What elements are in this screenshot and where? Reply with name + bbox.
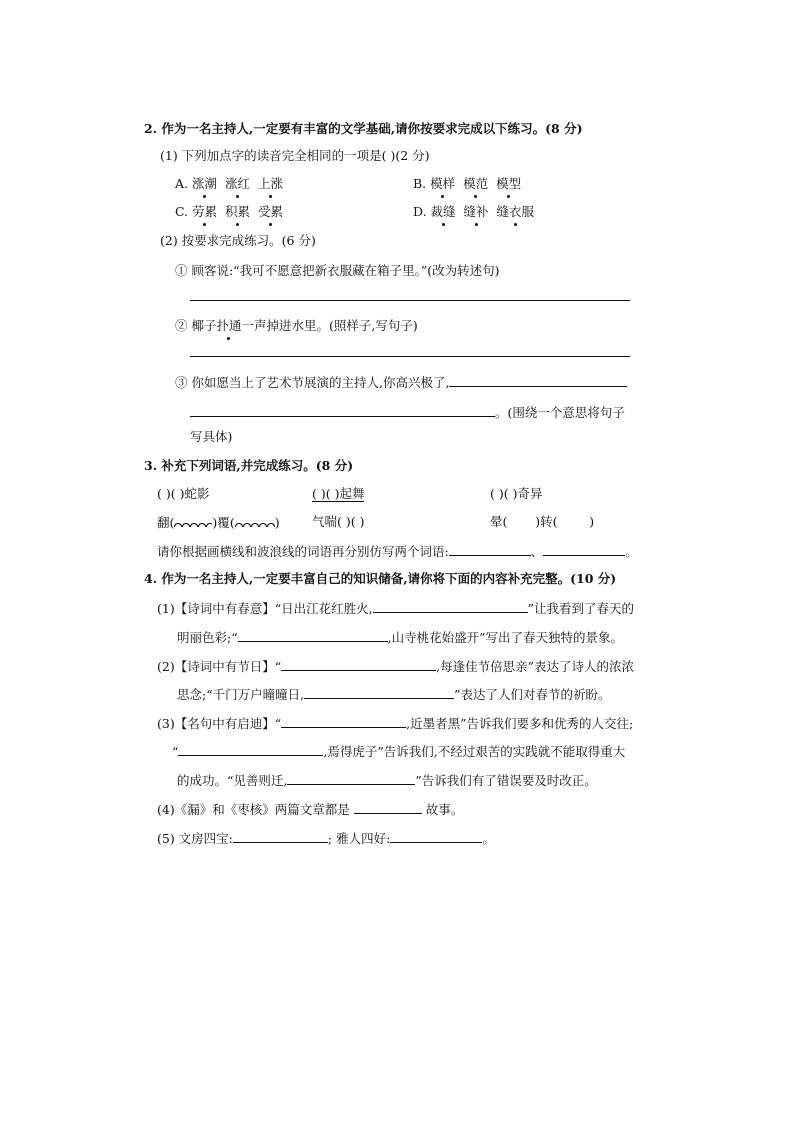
option-word: 涨潮 <box>192 176 218 191</box>
text: ”表达了人们对春节的祈盼。 <box>454 687 611 702</box>
answer-line[interactable] <box>390 828 482 843</box>
text: 翻 <box>157 515 170 530</box>
q2-option-a[interactable] <box>175 175 283 193</box>
option-word: 受累 <box>258 204 284 219</box>
option-word: 缝补 <box>463 204 489 219</box>
answer-line[interactable] <box>354 799 422 814</box>
answer-line-item2[interactable] <box>190 342 630 356</box>
idiom-blank-2[interactable] <box>312 485 364 503</box>
answer-line[interactable] <box>178 741 323 756</box>
text: ,山寺桃花始盛开”写出了春天独特的景象。 <box>387 630 623 645</box>
text: ; 雅人四好: <box>327 831 391 846</box>
idiom-blank-3[interactable]: ( )( )奇异 <box>490 486 543 501</box>
text: (5) 文房四宝: <box>157 831 233 846</box>
text: 的成功。“见善则迁, <box>177 773 288 788</box>
option-word: 涨红 <box>224 176 250 191</box>
text: “ <box>172 744 179 759</box>
text: (4)《漏》和《枣核》两篇文章都是 <box>157 802 350 817</box>
text: (2)【诗词中有节日】“ <box>157 659 282 674</box>
q2-title: 2. 作为一名主持人,一定要有丰富的文学基础,请你按要求完成以下练习。(8 分) <box>144 121 583 136</box>
text: 。(围绕一个意思将句子 <box>495 405 625 420</box>
q2-item1: ① 顾客说:“我可不愿意把新衣服藏在箱子里。”(改为转述句) <box>175 263 500 278</box>
text: 覆 <box>217 515 230 530</box>
text: (3)【名句中有启迪】“ <box>157 716 282 731</box>
text: 。 <box>482 831 495 846</box>
text: ,近墨者黑”告诉我们要多和优秀的人交往; <box>406 716 634 731</box>
option-label: A. <box>175 176 189 191</box>
answer-line[interactable] <box>287 770 415 785</box>
text: ,焉得虎子”告诉我们,不经过艰苦的实践就不能取得重大 <box>323 744 626 759</box>
q4-s3 <box>157 713 633 733</box>
option-word: 模样 <box>430 176 456 191</box>
underlined-word: 起舞 <box>339 486 365 501</box>
idiom-blank-6[interactable] <box>490 513 594 531</box>
q3-title: 3. 补充下列词语,并完成练习。(8 分) <box>144 458 354 473</box>
answer-line-imitate-1[interactable] <box>449 541 531 556</box>
option-word: 模型 <box>496 176 522 191</box>
option-word: 模范 <box>463 176 489 191</box>
text: ② 椰子 <box>175 318 217 333</box>
answer-line[interactable] <box>281 656 436 671</box>
text: ,每逢佳节倍思亲”表达了诗人的浓浓 <box>436 659 634 674</box>
q4-title: 4. 作为一名主持人,一定要丰富自己的知识储备,请你将下面的内容补充完整。(10 分) <box>144 571 617 586</box>
q2-option-b[interactable] <box>413 175 521 193</box>
answer-line-imitate-2[interactable] <box>543 541 625 556</box>
option-label: B. <box>413 176 427 191</box>
idiom-blank-5[interactable]: 气喘( )( ) <box>312 514 365 529</box>
answer-line[interactable] <box>233 828 328 843</box>
q4-s4 <box>157 799 463 819</box>
q3-imitate <box>157 541 638 561</box>
answer-line[interactable] <box>373 598 528 613</box>
q4-s5 <box>157 828 495 848</box>
wavy-blank <box>235 513 275 527</box>
q2-option-c[interactable] <box>175 203 283 221</box>
q2-item3-cont <box>190 402 625 422</box>
answer-line-item3a[interactable] <box>449 372 627 387</box>
q4-s2 <box>157 656 634 676</box>
text: ③ 你如愿当上了艺术节展演的主持人,你高兴极了, <box>175 375 450 390</box>
option-word: 裁缝 <box>430 204 456 219</box>
dotted-word: 扑通 <box>216 318 242 333</box>
option-word: 劳累 <box>192 204 218 219</box>
q2-item2 <box>175 317 418 335</box>
text: 一声掉进水里。(照样子,写句子) <box>241 318 418 333</box>
option-word: 积累 <box>225 204 251 219</box>
option-label: C. <box>175 204 189 219</box>
idiom-blank-4[interactable]: 翻( )覆( ) <box>157 515 280 530</box>
q2-option-d[interactable] <box>413 203 534 221</box>
underlined-blank: ( )( ) <box>312 486 340 501</box>
text: 。 <box>625 544 638 559</box>
text: 明丽色彩;“ <box>177 630 238 645</box>
text: 思念;“千门万户曈曈日, <box>177 687 305 702</box>
text: 、 <box>530 544 544 559</box>
q4-s1-cont <box>177 627 623 647</box>
text: 晕( <box>490 514 508 529</box>
q2-part1-stem: (1) 下列加点字的读音完全相同的一项是( )(2 分) <box>160 148 430 163</box>
answer-line[interactable] <box>238 627 388 642</box>
option-word: 缝衣服 <box>496 204 534 219</box>
option-word: 上涨 <box>257 176 283 191</box>
idiom-blank-1[interactable]: ( )( )蛇影 <box>157 486 210 501</box>
text: 故事。 <box>425 802 464 817</box>
q2-item3-end: 写具体) <box>190 429 233 444</box>
option-label: D. <box>413 204 427 219</box>
q4-s3-cont <box>172 741 625 761</box>
wavy-blank <box>174 513 212 527</box>
answer-line-item3b[interactable] <box>190 402 495 417</box>
text: )转( <box>535 514 558 529</box>
answer-line[interactable] <box>281 713 406 728</box>
text: ”让我看到了春天的 <box>527 601 634 616</box>
answer-line[interactable] <box>304 684 454 699</box>
q2-item3 <box>175 372 627 392</box>
q4-s1 <box>157 598 634 618</box>
text: 请你根据画横线和波浪线的词语再分别仿写两个词语: <box>157 544 449 559</box>
q4-s2-cont <box>177 684 610 704</box>
q4-s3-end <box>177 770 597 790</box>
text: ”告诉我们有了错误要及时改正。 <box>415 773 597 788</box>
text: (1)【诗词中有春意】“日出江花红胜火, <box>157 601 373 616</box>
q2-part2-stem: (2) 按要求完成练习。(6 分) <box>160 233 316 248</box>
text: ) <box>589 514 595 529</box>
answer-line-item1[interactable] <box>190 286 630 300</box>
